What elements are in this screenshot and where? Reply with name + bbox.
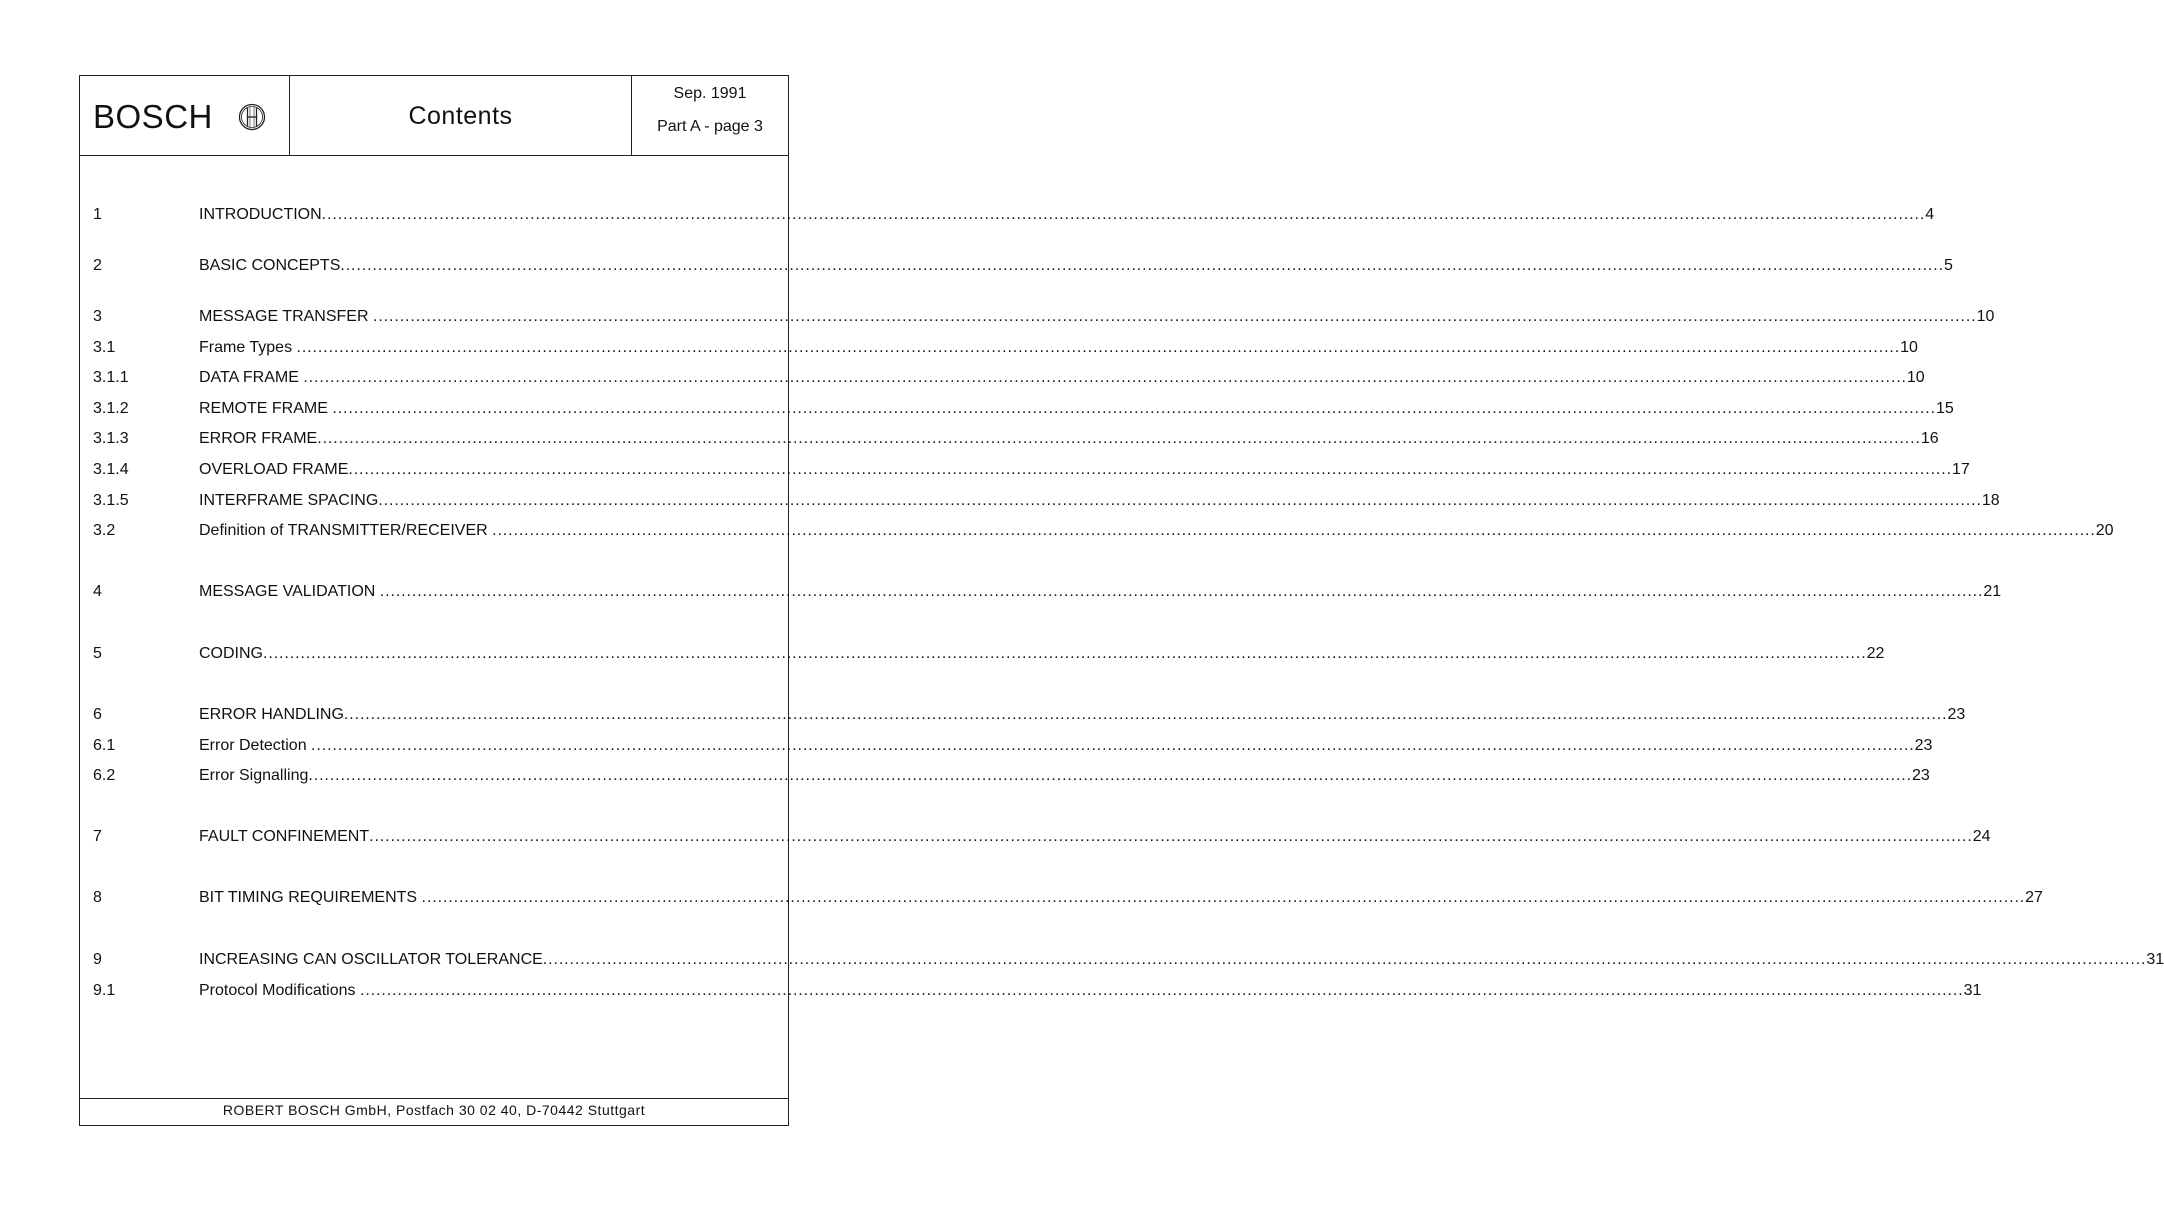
toc-entry (199, 643, 1885, 665)
toc-page-number: 31 (2146, 951, 2164, 968)
toc-entry (199, 704, 1966, 726)
page-title: Contents (290, 76, 632, 156)
toc-section-number: 1 (93, 206, 102, 223)
toc-row (93, 826, 1991, 848)
toc-section-title: BIT TIMING REQUIREMENTS (199, 889, 422, 906)
toc-dot-leader: ............................................................................................................................................................................................................................................................................................................ (343, 706, 1948, 723)
toc-section-number: 3.1.4 (93, 461, 129, 478)
toc-entry (199, 980, 1982, 1002)
toc-row (93, 980, 1982, 1002)
toc-row (93, 520, 2114, 542)
toc-section-number: 3.1.5 (93, 492, 129, 509)
toc-row (93, 581, 2002, 603)
toc-page-number: 21 (1983, 583, 2002, 600)
toc-row (93, 337, 1918, 359)
toc-section-title: Frame Types (199, 339, 297, 356)
toc-page-number: 16 (1920, 430, 1939, 447)
toc-entry (199, 398, 1954, 420)
toc-dot-leader: ............................................................................................................................................................................................................................................................................................................ (378, 492, 1982, 509)
toc-section-number: 3.1.3 (93, 430, 129, 447)
toc-section-title: INTERFRAME SPACING (199, 492, 379, 509)
toc-entry (199, 337, 1918, 359)
toc-section-number: 6 (93, 706, 102, 723)
toc-section-title: CODING (199, 645, 263, 662)
toc-section-number: 4 (93, 583, 102, 600)
toc-entry (199, 306, 1995, 328)
toc-row (93, 204, 1935, 226)
toc-section-title: INTRODUCTION (199, 206, 322, 223)
toc-dot-leader: ............................................................................................................................................................................................................................................................................................................ (303, 369, 1907, 386)
toc-page-number: 24 (1972, 828, 1991, 845)
toc-row (93, 490, 2000, 512)
toc-row (93, 735, 1933, 757)
toc-entry (199, 490, 2000, 512)
toc-entry (199, 520, 2114, 542)
toc-row (93, 255, 1953, 277)
toc-section-title: DATA FRAME (199, 369, 304, 386)
header-meta (632, 76, 788, 156)
toc-section-title: Protocol Modifications (199, 982, 360, 999)
toc-entry (199, 826, 1991, 848)
toc-section-number: 9.1 (93, 982, 116, 999)
toc-section-number: 7 (93, 828, 102, 845)
toc-row (93, 949, 2164, 971)
toc-dot-leader: ............................................................................................................................................................................................................................................................................................................ (542, 951, 2147, 968)
toc-section-number: 6.1 (93, 737, 116, 754)
toc-page-number: 5 (1943, 257, 1953, 274)
toc-dot-leader: ............................................................................................................................................................................................................................................................................................................ (492, 522, 2096, 539)
toc-page-number: 27 (2025, 889, 2043, 906)
toc-page-number: 10 (1900, 339, 1918, 356)
toc-dot-leader: ............................................................................................................................................................................................................................................................................................................ (308, 767, 1912, 784)
toc-entry (199, 735, 1933, 757)
toc-entry (199, 581, 2002, 603)
toc-section-title: INCREASING CAN OSCILLATOR TOLERANCE (199, 951, 543, 968)
toc-page-number: 31 (1963, 982, 1982, 999)
toc-dot-leader: ............................................................................................................................................................................................................................................................................................................ (263, 645, 1867, 662)
toc-entry (199, 428, 1939, 450)
toc-dot-leader: ............................................................................................................................................................................................................................................................................................................ (421, 889, 2026, 906)
toc-section-title: Definition of TRANSMITTER/RECEIVER (199, 522, 493, 539)
toc-section-title: BASIC CONCEPTS (199, 257, 341, 274)
toc-entry (199, 204, 1935, 226)
toc-page-number: 23 (1947, 706, 1966, 723)
toc-row (93, 428, 1939, 450)
toc-page-number: 10 (1906, 369, 1925, 386)
page-header (80, 76, 788, 156)
toc-entry (199, 887, 2043, 909)
toc-page-number: 23 (1911, 767, 1930, 784)
toc-section-number: 5 (93, 645, 102, 662)
brand-name: BOSCH (93, 98, 213, 135)
brand-cell (80, 76, 290, 156)
toc-page-number: 23 (1914, 737, 1933, 754)
toc-row (93, 704, 1966, 726)
toc-dot-leader: ............................................................................................................................................................................................................................................................................................................ (359, 982, 1964, 999)
toc-row (93, 398, 1954, 420)
toc-entry (199, 459, 1970, 481)
toc-dot-leader: ............................................................................................................................................................................................................................................................................................................ (296, 339, 1901, 356)
toc-section-number: 8 (93, 889, 102, 906)
toc-page-number: 10 (1976, 308, 1995, 325)
toc-dot-leader: ............................................................................................................................................................................................................................................................................................................ (321, 206, 1926, 223)
toc-section-number: 9 (93, 951, 102, 968)
toc-section-title: REMOTE FRAME (199, 400, 333, 417)
toc-section-title: Error Signalling (199, 767, 309, 784)
toc-entry (199, 255, 1953, 277)
toc-section-title: OVERLOAD FRAME (199, 461, 349, 478)
toc-entry (199, 949, 2164, 971)
toc-section-title: MESSAGE TRANSFER (199, 308, 373, 325)
toc-page-number: 22 (1866, 645, 1885, 662)
toc-entry (199, 765, 1930, 787)
toc-page-number: 4 (1925, 206, 1935, 223)
toc-page-number: 18 (1981, 492, 2000, 509)
bosch-armature-icon (238, 103, 266, 131)
page-footer: ROBERT BOSCH GmbH, Postfach 30 02 40, D-70442 Stuttgart (80, 1098, 788, 1125)
header-date: Sep. 1991 (673, 85, 747, 102)
toc-section-number: 3.1.1 (93, 369, 129, 386)
toc-section-title: Error Detection (199, 737, 312, 754)
toc-dot-leader: ............................................................................................................................................................................................................................................................................................................ (372, 308, 1977, 325)
toc-section-number: 3.1.2 (93, 400, 129, 417)
toc-section-number: 3.1 (93, 339, 116, 356)
toc-dot-leader: ............................................................................................................................................................................................................................................................................................................ (340, 257, 1944, 274)
toc-section-title: ERROR HANDLING (199, 706, 344, 723)
toc-row (93, 643, 1885, 665)
toc-section-number: 6.2 (93, 767, 116, 784)
toc-page-number: 15 (1935, 400, 1954, 417)
toc-section-number: 2 (93, 257, 102, 274)
toc-page-number: 20 (2095, 522, 2114, 539)
page-frame (79, 75, 2164, 1126)
toc-dot-leader: ............................................................................................................................................................................................................................................................................................................ (348, 461, 1952, 478)
toc-row (93, 306, 1995, 328)
header-page-number: Part A - page 3 (657, 118, 763, 135)
toc-row (93, 367, 1925, 389)
toc-row (93, 459, 1970, 481)
toc-section-title: ERROR FRAME (199, 430, 318, 447)
toc-entry (199, 367, 1925, 389)
toc-section-title: FAULT CONFINEMENT (199, 828, 370, 845)
toc-section-number: 3.2 (93, 522, 116, 539)
toc-page-number: 17 (1951, 461, 1970, 478)
toc-dot-leader: ............................................................................................................................................................................................................................................................................................................ (369, 828, 1973, 845)
toc-row (93, 765, 1930, 787)
toc-dot-leader: ............................................................................................................................................................................................................................................................................................................ (379, 583, 1984, 600)
toc-section-title: MESSAGE VALIDATION (199, 583, 380, 600)
toc-dot-leader: ............................................................................................................................................................................................................................................................................................................ (311, 737, 1915, 754)
toc-dot-leader: ............................................................................................................................................................................................................................................................................................................ (317, 430, 1921, 447)
toc-section-number: 3 (93, 308, 102, 325)
toc-row (93, 887, 2043, 909)
toc-dot-leader: ............................................................................................................................................................................................................................................................................................................ (332, 400, 1936, 417)
